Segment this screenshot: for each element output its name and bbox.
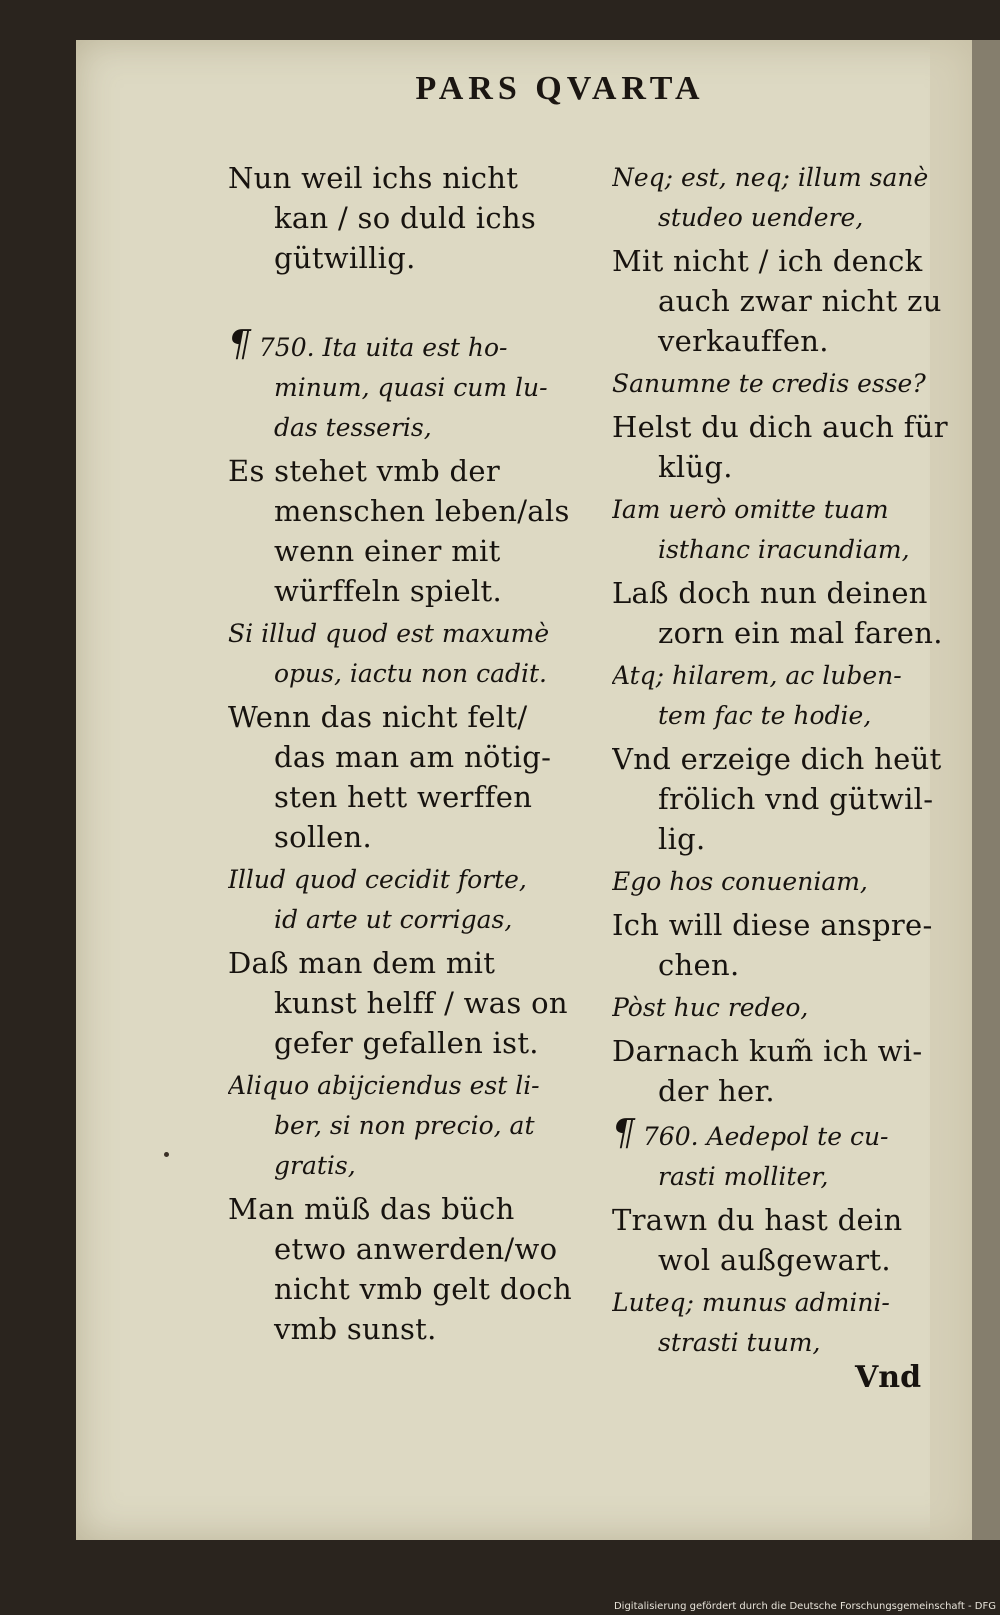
line-text: etwo anwerden/wo: [274, 1232, 558, 1266]
running-head: PARS QVARTA: [415, 70, 705, 107]
paragraph-gap: [228, 281, 573, 325]
text-line: [228, 614, 573, 654]
text-line: [228, 1229, 573, 1269]
text-line: [228, 368, 573, 408]
text-line: [228, 817, 573, 857]
line-text: Laß doch nun deinen: [612, 576, 928, 610]
text-line: [228, 451, 573, 491]
latin-verse: [612, 1114, 972, 1197]
latin-verse: [612, 862, 972, 902]
text-line: [228, 238, 573, 278]
text-line: [228, 325, 573, 368]
line-text: tem fac te hodie,: [658, 701, 872, 730]
text-line: [228, 737, 573, 777]
line-text: Wenn das nicht felt/: [228, 700, 528, 734]
line-text: zorn ein mal faren.: [658, 616, 943, 650]
line-text: Mit nicht / ich denck: [612, 244, 923, 278]
text-line: [612, 530, 972, 570]
line-text: Trawn du hast dein: [612, 1203, 903, 1237]
german-translation: [612, 739, 972, 859]
pilcrow-mark: ¶: [228, 325, 251, 365]
line-text: Nun weil ichs nicht: [228, 161, 519, 195]
text-line: [612, 696, 972, 736]
text-line: [612, 1283, 972, 1323]
text-line: [612, 198, 972, 238]
latin-verse: [612, 656, 972, 736]
line-text: studeo uendere,: [658, 203, 864, 232]
german-translation: [228, 158, 573, 278]
line-text: Daß man dem mit: [228, 946, 496, 980]
line-text: Ego hos conueniam,: [612, 867, 868, 896]
line-text: auch zwar nicht zu: [658, 284, 942, 318]
text-line: [228, 198, 573, 238]
line-text: strasti tuum,: [658, 1328, 821, 1357]
line-text: wol außgewart.: [658, 1243, 891, 1277]
text-line: [612, 905, 972, 945]
digitization-credit: Digitalisierung gefördert durch die Deutsche Forschungsgemeinschaft - DFG: [613, 1601, 996, 1612]
catchword: Vnd: [855, 1360, 922, 1395]
line-text: chen.: [658, 948, 740, 982]
text-line: [612, 490, 972, 530]
german-translation: [228, 943, 573, 1063]
text-line: [612, 779, 972, 819]
text-line: [228, 983, 573, 1023]
line-text: Neq; est, neq; illum sanè: [612, 163, 929, 192]
left-column: [228, 158, 573, 1352]
latin-verse: [612, 158, 972, 238]
line-text: Es stehet vmb der: [228, 454, 501, 488]
text-line: [228, 860, 573, 900]
german-translation: [612, 1031, 972, 1111]
line-text: Vnd erzeige dich heüt: [612, 742, 942, 776]
line-text: wenn einer mit: [274, 534, 501, 568]
latin-verse: [228, 1066, 573, 1186]
text-line: [612, 945, 972, 985]
line-text: kunst helff / was on: [274, 986, 568, 1020]
text-line: [612, 447, 972, 487]
line-text: würffeln spielt.: [274, 574, 502, 608]
text-line: [612, 819, 972, 859]
text-line: [228, 1106, 573, 1146]
german-translation: [228, 1189, 573, 1349]
text-line: [612, 1157, 972, 1197]
text-line: [612, 1323, 972, 1363]
line-text: isthanc iracundiam,: [658, 535, 910, 564]
text-line: [228, 408, 573, 448]
line-text: id arte ut corrigas,: [274, 905, 513, 934]
line-text: verkauffen.: [658, 324, 829, 358]
text-line: [612, 1114, 972, 1157]
text-line: [228, 777, 573, 817]
text-line: [228, 1189, 573, 1229]
text-line: [612, 1200, 972, 1240]
text-line: [612, 656, 972, 696]
text-line: [612, 1240, 972, 1280]
line-text: lig.: [658, 822, 706, 856]
text-line: [228, 654, 573, 694]
latin-verse: [228, 860, 573, 940]
line-text: gefer gefallen ist.: [274, 1026, 539, 1060]
line-text: Aliquo abijciendus est li-: [228, 1071, 540, 1100]
text-line: [612, 613, 972, 653]
german-translation: [228, 697, 573, 857]
text-line: [612, 407, 972, 447]
text-line: [228, 1309, 573, 1349]
line-text: der her.: [658, 1074, 775, 1108]
line-text: kan / so duld ichs: [274, 201, 537, 235]
text-line: [228, 1269, 573, 1309]
text-line: [228, 943, 573, 983]
line-text: Illud quod cecidit forte,: [228, 865, 527, 894]
text-line: [612, 573, 972, 613]
text-line: [228, 1023, 573, 1063]
line-text: Sanumne te credis esse?: [612, 369, 926, 398]
text-line: [228, 158, 573, 198]
line-text: Luteq; munus admini-: [612, 1288, 890, 1317]
german-translation: [612, 1200, 972, 1280]
line-text: vmb sunst.: [274, 1312, 437, 1346]
latin-verse: [228, 614, 573, 694]
line-text: Ich will diese anspre-: [612, 908, 933, 942]
ink-speck: [164, 1152, 169, 1157]
german-translation: [612, 241, 972, 361]
line-text: das man am nötig-: [274, 740, 552, 774]
text-line: [612, 158, 972, 198]
line-text: Si illud quod est maxumè: [228, 619, 550, 648]
german-translation: [612, 407, 972, 487]
text-line: [612, 988, 972, 1028]
latin-verse: [612, 490, 972, 570]
text-line: [228, 491, 573, 531]
line-text: rasti molliter,: [658, 1162, 829, 1191]
line-text: Iam uerò omitte tuam: [612, 495, 889, 524]
text-line: [612, 241, 972, 281]
german-translation: [612, 905, 972, 985]
text-line: [612, 862, 972, 902]
line-text: minum, quasi cum lu-: [274, 373, 548, 402]
line-text: 750. Ita uita est ho-: [258, 333, 508, 362]
text-line: [228, 1146, 573, 1186]
line-text: das tesseris,: [274, 413, 432, 442]
german-translation: [228, 451, 573, 611]
line-text: klüg.: [658, 450, 733, 484]
line-text: Helst du dich auch für: [612, 410, 948, 444]
text-line: [612, 1031, 972, 1071]
text-line: [612, 364, 972, 404]
line-text: Pòst huc redeo,: [612, 993, 809, 1022]
text-line: [612, 281, 972, 321]
line-text: gütwillig.: [274, 241, 416, 275]
latin-verse: [228, 325, 573, 448]
line-text: ber, si non precio, at: [274, 1111, 535, 1140]
text-line: [228, 697, 573, 737]
text-line: [228, 531, 573, 571]
text-line: [612, 321, 972, 361]
line-text: frölich vnd gütwil-: [658, 782, 934, 816]
latin-verse: [612, 988, 972, 1028]
line-text: 760. Aedepol te cu-: [642, 1122, 889, 1151]
line-text: nicht vmb gelt doch: [274, 1272, 572, 1306]
latin-verse: [612, 364, 972, 404]
line-text: Darnach kum̃ ich wi-: [612, 1034, 923, 1068]
text-line: [228, 900, 573, 940]
line-text: sollen.: [274, 820, 373, 854]
text-line: [612, 1071, 972, 1111]
line-text: sten hett werffen: [274, 780, 533, 814]
line-text: gratis,: [274, 1151, 356, 1180]
line-text: Man müß das büch: [228, 1192, 515, 1226]
text-line: [612, 739, 972, 779]
text-line: [228, 571, 573, 611]
german-translation: [612, 573, 972, 653]
text-line: [228, 1066, 573, 1106]
pilcrow-mark: ¶: [612, 1114, 635, 1154]
line-text: Atq; hilarem, ac luben-: [612, 661, 902, 690]
line-text: opus, iactu non cadit.: [274, 659, 547, 688]
line-text: menschen leben/als: [274, 494, 570, 528]
right-column: [612, 158, 972, 1366]
latin-verse: [612, 1283, 972, 1363]
